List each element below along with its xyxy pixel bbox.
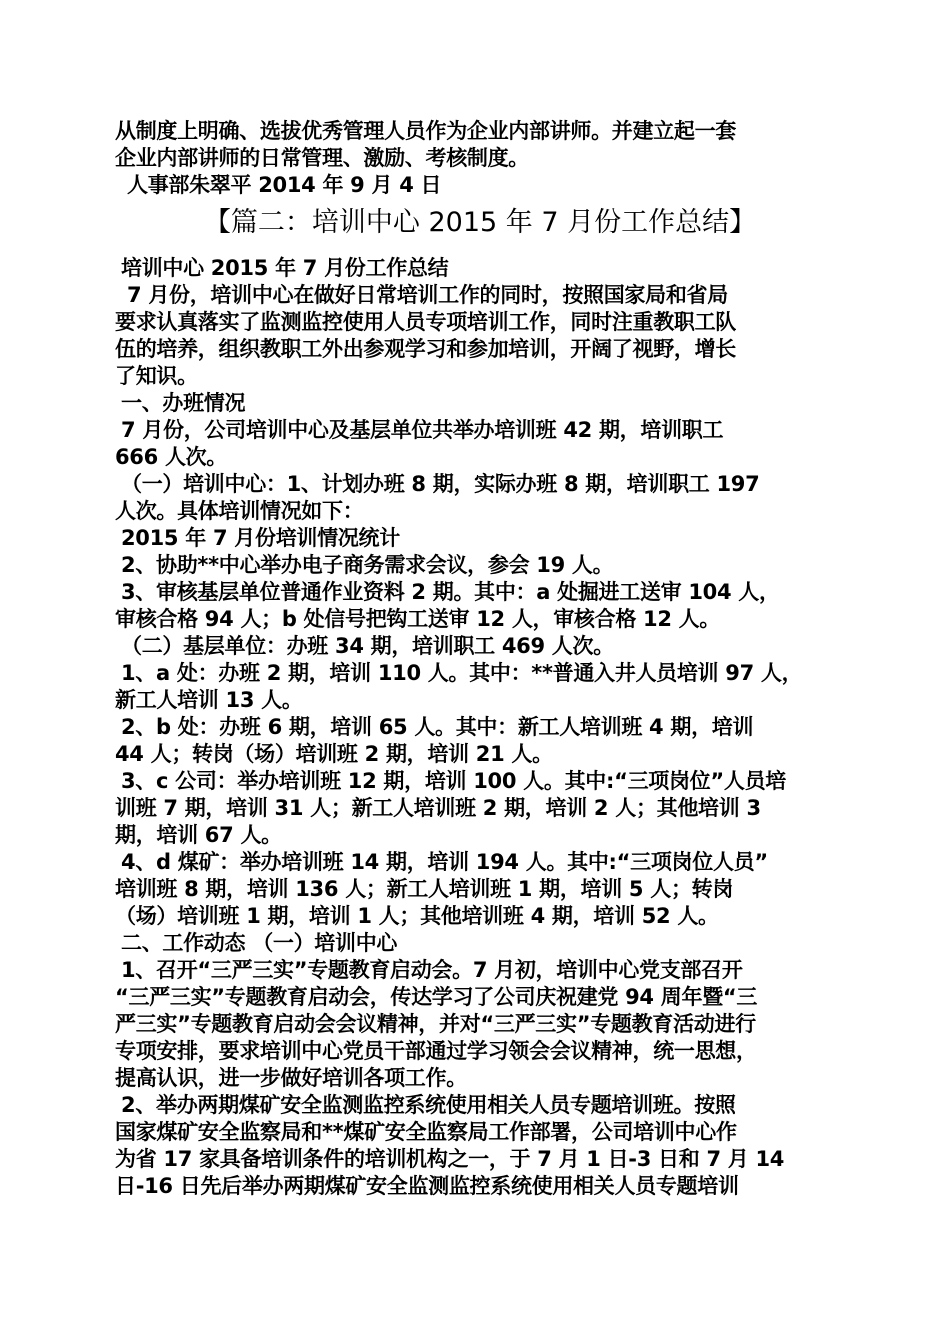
text-line: 3、c 公司：举办培训班 12 期，培训 100 人。其中:“三项岗位”人员培	[121, 769, 786, 793]
text-line: 期，培训 67 人。	[115, 823, 282, 847]
text-line: 训班 7 期，培训 31 人；新工人培训班 2 期，培训 2 人；其他培训 3	[115, 796, 761, 820]
section-heading: 【篇二：培训中心 2015 年 7 月份工作总结】	[203, 207, 757, 238]
text-line: 人次。具体培训情况如下：	[115, 499, 364, 523]
text-line: 企业内部讲师的日常管理、激励、考核制度。	[115, 146, 529, 170]
document-title: 培训中心 2015 年 7 月份工作总结	[121, 256, 449, 280]
text-line: 国家煤矿安全监察局和**煤矿安全监察局工作部署，公司培训中心作	[115, 1120, 737, 1144]
text-line: 4、d 煤矿：举办培训班 14 期，培训 194 人。其中:“三项岗位人员”	[121, 850, 768, 874]
text-line: 了知识。	[115, 364, 198, 388]
text-line: 从制度上明确、选拔优秀管理人员作为企业内部讲师。并建立起一套	[115, 119, 736, 143]
text-line: 2、协助**中心举办电子商务需求会议，参会 19 人。	[121, 553, 614, 577]
signature-line: 人事部朱翠平 2014 年 9 月 4 日	[127, 173, 442, 197]
text-line: 7 月份，培训中心在做好日常培训工作的同时，按照国家局和省局	[127, 283, 728, 307]
text-line: （场）培训班 1 期，培训 1 人；其他培训班 4 期，培训 52 人。	[115, 904, 719, 928]
text-line: 1、召开“三严三实”专题教育启动会。7 月初，培训中心党支部召开	[121, 958, 743, 982]
text-line: 2、举办两期煤矿安全监测监控系统使用相关人员专题培训班。按照	[121, 1093, 736, 1117]
text-line: 伍的培养，组织教职工外出参观学习和参加培训，开阔了视野，增长	[115, 337, 736, 361]
text-line: 44 人；转岗（场）培训班 2 期，培训 21 人。	[115, 742, 553, 766]
text-line: 要求认真落实了监测监控使用人员专项培训工作，同时注重教职工队	[115, 310, 736, 334]
text-line: 新工人培训 13 人。	[115, 688, 303, 712]
text-line: 培训班 8 期，培训 136 人；新工人培训班 1 期，培训 5 人；转岗	[115, 877, 734, 901]
text-line: 666 人次。	[115, 445, 228, 469]
text-line: 7 月份，公司培训中心及基层单位共举办培训班 42 期，培训职工	[121, 418, 724, 442]
text-line: 为省 17 家具备培训条件的培训机构之一，于 7 月 1 日-3 日和 7 月 14	[115, 1147, 785, 1171]
text-line: 审核合格 94 人；b 处信号把钩工送审 12 人，审核合格 12 人。	[115, 607, 721, 631]
text-line: 3、审核基层单位普通作业资料 2 期。其中：a 处掘进工送审 104 人，	[121, 580, 780, 604]
text-line: 严三实”专题教育启动会会议精神，并对“三严三实”专题教育活动进行	[115, 1012, 756, 1036]
section-title: 一、办班情况	[121, 391, 246, 415]
text-line: “三严三实”专题教育启动会，传达学习了公司庆祝建党 94 周年暨“三	[115, 985, 758, 1009]
text-line: 提高认识，进一步做好培训各项工作。	[115, 1066, 467, 1090]
section-title: 二、工作动态 （一）培训中心	[121, 931, 398, 955]
text-line: 2、b 处：办班 6 期，培训 65 人。其中：新工人培训班 4 期，培训	[121, 715, 754, 739]
text-line: 2015 年 7 月份培训情况统计	[121, 526, 400, 550]
document-page	[115, 118, 845, 1200]
text-line: 1、a 处：办班 2 期，培训 110 人。其中：**普通入井人员培训 97 人，	[121, 661, 803, 685]
text-line: （二）基层单位：办班 34 期，培训职工 469 人次。	[121, 634, 614, 658]
text-line: 专项安排，要求培训中心党员干部通过学习领会会议精神，统一思想，	[115, 1039, 757, 1063]
text-line: （一）培训中心：1、计划办班 8 期，实际办班 8 期，培训职工 197	[121, 472, 760, 496]
text-line: 日-16 日先后举办两期煤矿安全监测监控系统使用相关人员专题培训	[115, 1174, 739, 1198]
